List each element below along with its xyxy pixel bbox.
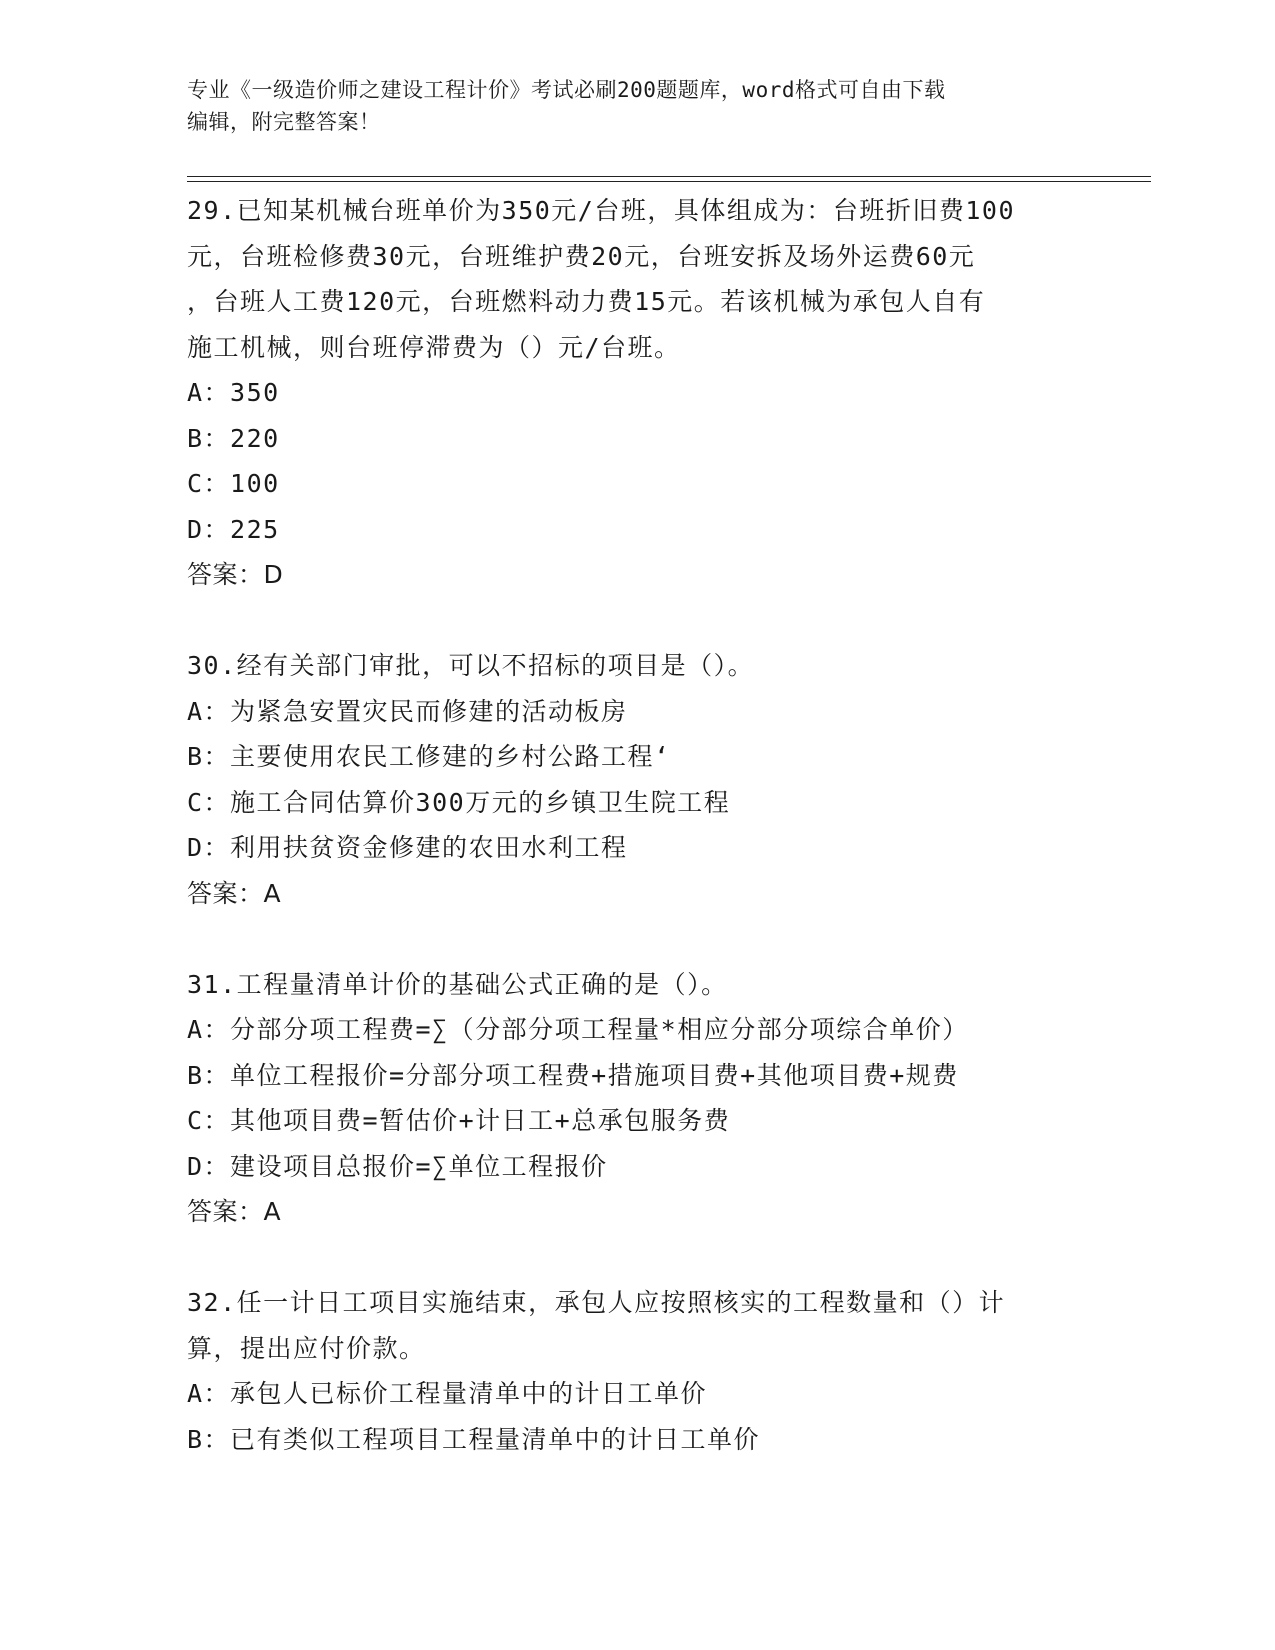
question-stem-line: 元，台班检修费30元，台班维护费20元，台班安拆及场外运费60元 xyxy=(187,241,976,271)
question-stem-line: 31.工程量清单计价的基础公式正确的是（）。 xyxy=(187,969,728,999)
question-stem-line: 算，提出应付价款。 xyxy=(187,1333,426,1363)
question-list xyxy=(187,188,1087,1462)
question-spacer xyxy=(187,598,1087,644)
question-spacer xyxy=(187,916,1087,962)
header-line-2: 编辑，附完整答案！ xyxy=(187,110,381,134)
question-stem-line: 30.经有关部门审批，可以不招标的项目是（）。 xyxy=(187,651,755,680)
option-a: A：承包人已标价工程量清单中的计日工单价 xyxy=(187,1379,708,1408)
header-line-1: 专业《一级造价师之建设工程计价》考试必刷200题题库，word格式可自由下载 xyxy=(187,78,946,102)
question-32 xyxy=(187,1280,1087,1462)
answer-line: 答案：D xyxy=(187,560,284,589)
option-c: C：施工合同估算价300万元的乡镇卫生院工程 xyxy=(187,787,731,817)
document-header xyxy=(187,74,1067,138)
option-b: B：主要使用农民工修建的乡村公路工程‘ xyxy=(187,742,671,771)
option-a: A：分部分项工程费=∑（分部分项工程量*相应分部分项综合单价） xyxy=(187,1015,969,1044)
header-rule-bottom xyxy=(187,181,1151,182)
answer-line: 答案：A xyxy=(187,878,282,908)
option-c: C：100 xyxy=(187,469,280,498)
question-stem-line: 29.已知某机械台班单价为350元/台班，具体组成为：台班折旧费100 xyxy=(187,196,1016,225)
question-stem-line: 32.任一计日工项目实施结束，承包人应按照核实的工程数量和（）计 xyxy=(187,1288,1006,1317)
question-stem-line: 施工机械，则台班停滞费为（）元/台班。 xyxy=(187,332,681,362)
option-a: A：350 xyxy=(187,378,280,407)
option-a: A：为紧急安置灾民而修建的活动板房 xyxy=(187,696,628,726)
question-29 xyxy=(187,188,1087,598)
option-b: B：已有类似工程项目工程量清单中的计日工单价 xyxy=(187,1424,761,1454)
option-d: D：225 xyxy=(187,514,280,544)
answer-line: 答案：A xyxy=(187,1197,282,1226)
question-spacer xyxy=(187,1235,1087,1281)
question-31 xyxy=(187,962,1087,1235)
option-d: D：建设项目总报价=∑单位工程报价 xyxy=(187,1151,608,1181)
question-30 xyxy=(187,643,1087,916)
header-rule-top xyxy=(187,176,1151,177)
option-b: B：单位工程报价=分部分项工程费+措施项目费+其他项目费+规费 xyxy=(187,1060,959,1090)
option-d: D：利用扶贫资金修建的农田水利工程 xyxy=(187,833,628,862)
option-b: B：220 xyxy=(187,423,280,453)
question-stem-line: ，台班人工费120元，台班燃料动力费15元。若该机械为承包人自有 xyxy=(187,287,986,316)
option-c: C：其他项目费=暂估价+计日工+总承包服务费 xyxy=(187,1106,731,1135)
